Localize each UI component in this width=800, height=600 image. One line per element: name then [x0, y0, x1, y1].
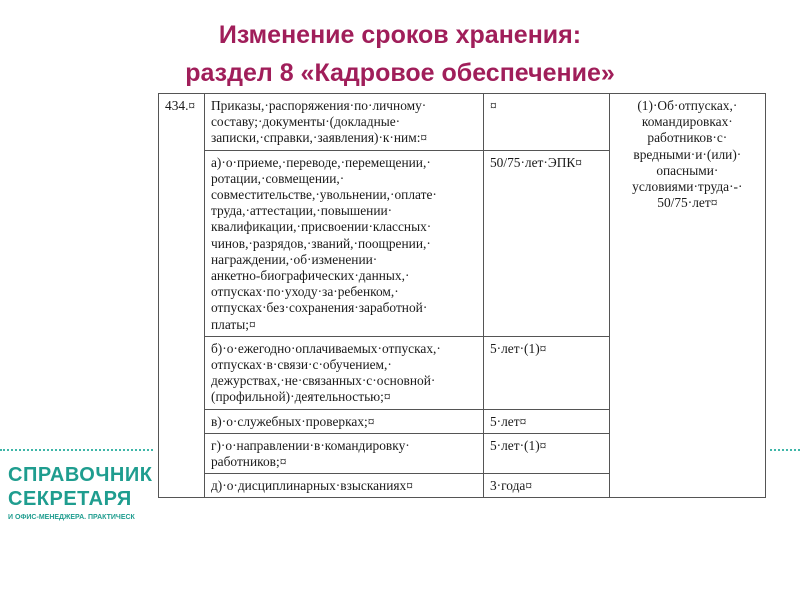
- slide-title: [0, 16, 800, 92]
- row-term: 5·лет·(1)¤: [483, 336, 609, 409]
- row-description: в)·о·служебных·проверках;¤: [204, 409, 483, 433]
- row-term: 5·лет¤: [483, 409, 609, 433]
- divider-line-right: [770, 449, 800, 451]
- article-term: ¤: [483, 94, 609, 151]
- row-description: д)·о·дисциплинарных·взысканиях¤: [204, 474, 483, 498]
- title-line-1: Изменение сроков хранения:: [218, 21, 582, 49]
- row-term: 5·лет·(1)¤: [483, 433, 609, 473]
- row-term: 3·года¤: [483, 474, 609, 498]
- document-table-image: [158, 93, 766, 588]
- article-description: Приказы,·распоряжения·по·личному· составу;·документы·(докладные· записки,·справки,·заявления)·к·ним:¤: [204, 94, 483, 151]
- article-note: (1)·Об·отпусках,· командировках· работников·с· вредными·и·(или)· опасными· условиями·труда·-· 50/75·лет¤: [609, 94, 765, 498]
- brand-logo: [8, 463, 152, 523]
- logo-line-2: СЕКРЕТАРЯ: [8, 488, 132, 510]
- row-description: а)·о·приеме,·переводе,·перемещении,· ротации,·совмещении,· совместительстве,·увольнении,·оплате· труда,·аттестации,·повышении· квалификации,·присвоении·классных· чинов,·разрядов,·званий,·поощрении,· награждении,·об·изменении· анкетно-биографических·данных,· отпусках·по·уходу·за·ребенком,· отпусках·без·сохранения·заработной· платы;¤: [204, 150, 483, 336]
- divider-line-left: [0, 449, 153, 451]
- logo-tagline: И ОФИС-МЕНЕДЖЕРА. ПРАКТИЧЕСК: [8, 514, 135, 521]
- title-line-2: раздел 8 «Кадровое обеспечение»: [185, 59, 615, 87]
- retention-table: [158, 93, 766, 498]
- row-term: 50/75·лет·ЭПК¤: [483, 150, 609, 336]
- row-description: б)·о·ежегодно·оплачиваемых·отпусках,· отпусках·в·связи·с·обучением,· дежурствах,·не·связанных·с·основной· (профильной)·деятельностью;¤: [204, 336, 483, 409]
- logo-line-1: СПРАВОЧНИК: [8, 464, 153, 486]
- row-description: г)·о·направлении·в·командировку· работников;¤: [204, 433, 483, 473]
- article-number: 434.¤: [159, 94, 205, 498]
- table-row-header: [159, 94, 766, 151]
